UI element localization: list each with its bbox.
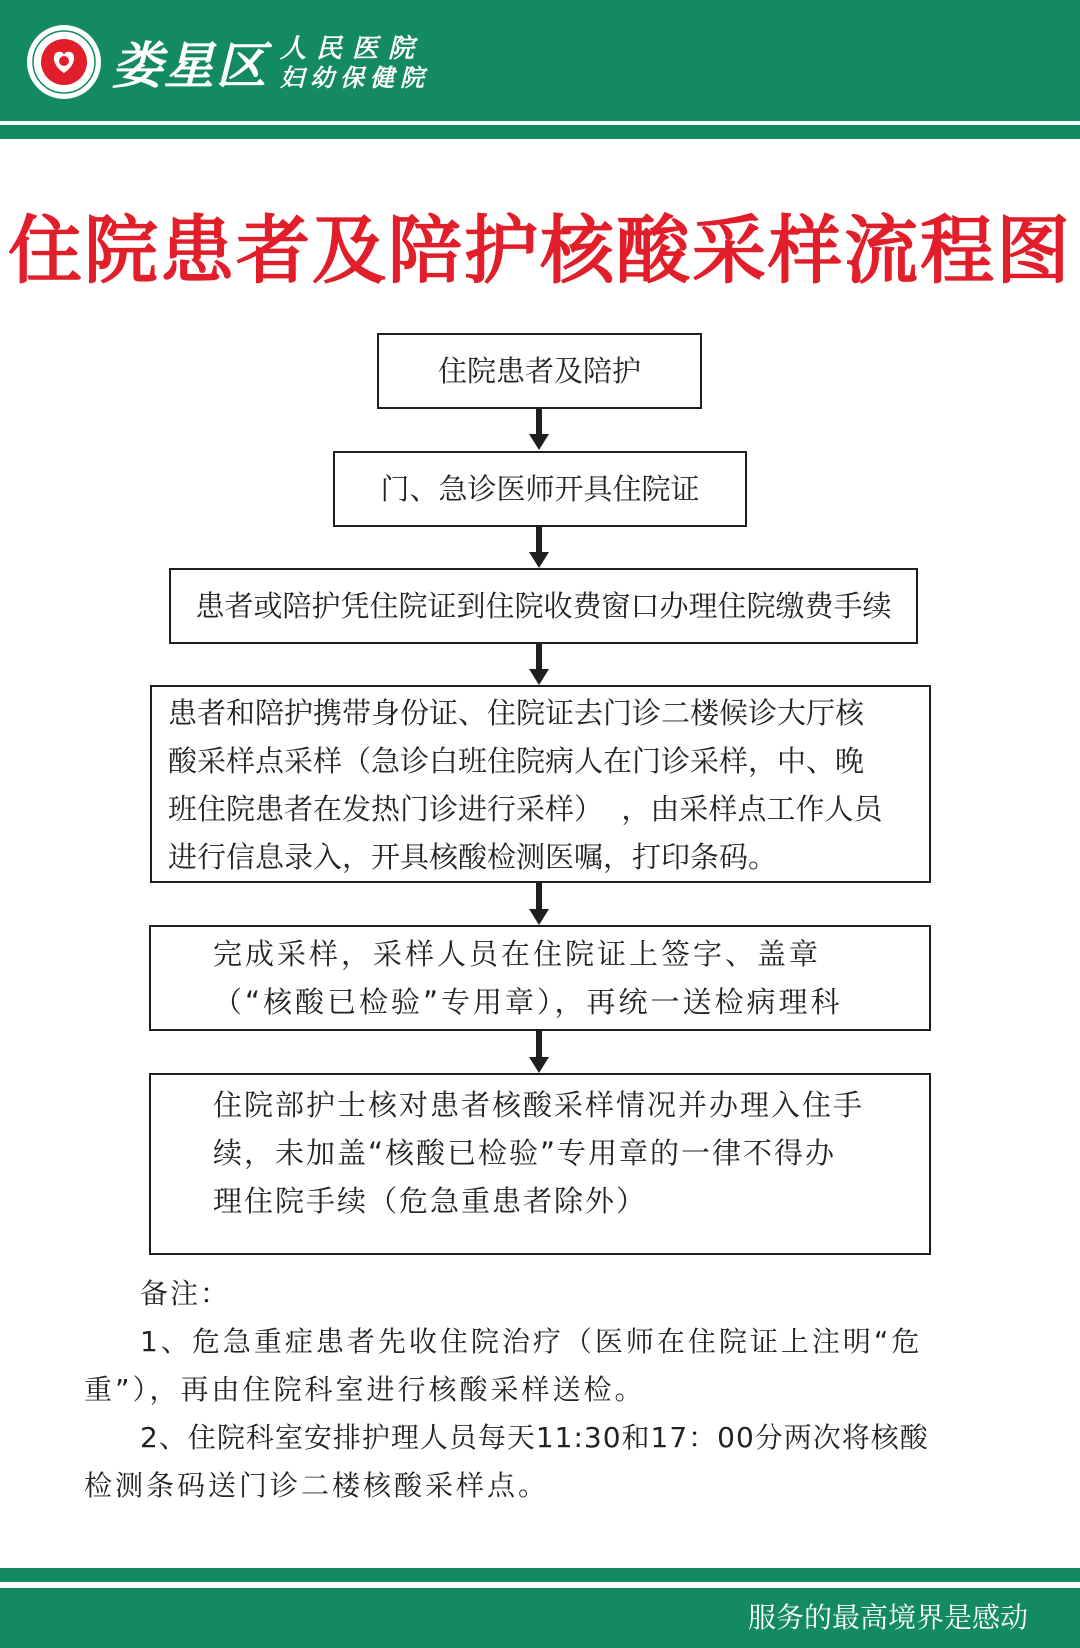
down-arrow-icon	[529, 1031, 549, 1073]
notes-heading: 备注：	[140, 1277, 231, 1310]
flow-step-1	[377, 333, 702, 409]
note-item-2-line-2: 检测条码送门诊二楼核酸采样点。	[84, 1469, 550, 1502]
flow-step-4-line-4: 进行信息录入，开具核酸检测医嘱，打印条码。	[168, 840, 778, 874]
flow-step-4-line-1: 患者和陪护携带身份证、住院证去门诊二楼候诊大厅核	[168, 696, 865, 730]
flow-step-5-line-1: 完成采样，采样人员在住院证上签字、盖章	[213, 937, 822, 971]
flow-step-5-line-2: （“核酸已检验”专用章），再统一送检病理科	[213, 985, 843, 1019]
hospital-name-large: 娄星区	[112, 36, 268, 95]
header-stripe	[0, 125, 1080, 139]
flow-step-6-line-2: 续，未加盖“核酸已检验”专用章的一律不得办	[213, 1136, 837, 1170]
hospital-emblem-icon	[26, 24, 102, 100]
flow-step-6-line-1: 住院部护士核对患者核酸采样情况并办理入住手	[213, 1088, 865, 1122]
flow-step-2-text: 门、急诊医师开具住院证	[380, 472, 700, 506]
down-arrow-icon	[529, 644, 549, 685]
flow-step-5	[149, 925, 931, 1031]
down-arrow-icon	[529, 527, 549, 568]
footer-bar	[0, 1588, 1080, 1648]
hospital-name-row2: 妇幼保健院	[280, 63, 430, 92]
flow-step-3-text: 患者或陪护凭住院证到住院收费窗口办理住院缴费手续	[195, 589, 892, 623]
down-arrow-icon	[529, 409, 549, 450]
footer-slogan: 服务的最高境界是感动	[747, 1601, 1028, 1634]
hospital-name-row1: 人民医院	[280, 34, 425, 64]
page-title: 住院患者及陪护核酸采样流程图	[8, 208, 1072, 294]
note-item-1-line-1: 1、危急重症患者先收住院治疗（医师在住院证上注明“危	[140, 1325, 923, 1358]
flow-step-3	[169, 568, 918, 644]
flow-step-6	[149, 1073, 931, 1255]
note-item-1-line-2: 重”），再由住院科室进行核酸采样送检。	[84, 1373, 646, 1406]
down-arrow-icon	[529, 883, 549, 925]
note-item-1	[84, 1318, 1004, 1414]
header-bar	[0, 0, 1080, 121]
note-item-2-line-1: 2、住院科室安排护理人员每天11:30和17：00分两次将核酸	[140, 1421, 929, 1454]
flow-step-6-line-3: 理住院手续（危急重患者除外）	[213, 1184, 648, 1218]
footer-stripe	[0, 1568, 1080, 1582]
notes-section	[84, 1270, 1004, 1510]
flow-step-4-line-3: 班住院患者在发热门诊进行采样） ，由采样点工作人员	[168, 792, 883, 826]
note-item-2	[84, 1414, 1004, 1510]
flow-step-1-text: 住院患者及陪护	[437, 354, 641, 388]
flow-step-4	[150, 685, 931, 883]
flow-step-4-line-2: 酸采样点采样（急诊白班住院病人在门诊采样，中、晚	[168, 744, 865, 778]
flow-step-2	[333, 451, 747, 527]
